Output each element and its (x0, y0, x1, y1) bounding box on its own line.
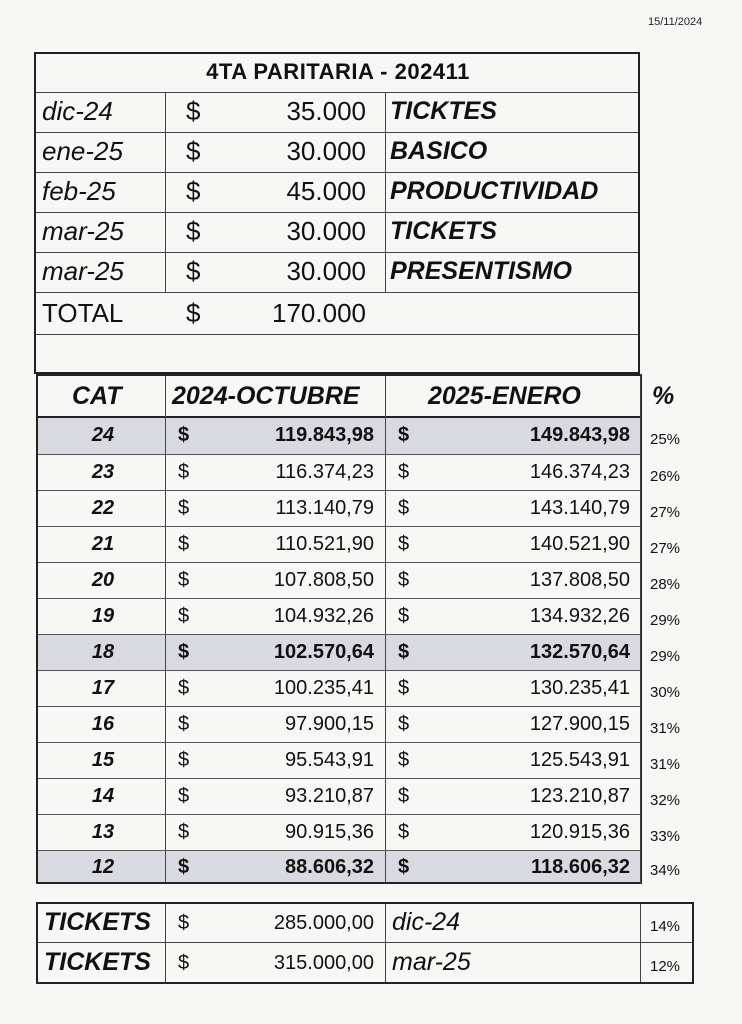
header-divider (38, 416, 640, 418)
currency-symbol: $ (398, 424, 410, 446)
ene-value: 127.900,15 (529, 713, 630, 735)
oct-value: 102.570,64 (273, 641, 374, 663)
row-line (38, 562, 640, 563)
tickets-label: TICKETS (44, 948, 151, 976)
percent-cell: 29% (650, 648, 681, 665)
currency-symbol: $ (178, 533, 190, 555)
row-line (38, 634, 640, 635)
oct-value: 119.843,98 (275, 424, 374, 446)
row-line (38, 526, 640, 527)
cat-cell: 17 (91, 677, 115, 699)
oct-value: 113.140,79 (275, 497, 374, 519)
oct-value: 110.521,90 (275, 533, 374, 555)
percent-cell: 31% (650, 720, 681, 737)
currency-symbol: $ (398, 713, 410, 735)
currency-symbol: $ (178, 605, 190, 627)
cat-cell: 23 (91, 461, 115, 483)
payment-concept: PRODUCTIVIDAD (390, 177, 599, 205)
ene-value: 123.210,87 (529, 785, 630, 807)
payment-amount: 45.000 (286, 176, 366, 206)
currency-symbol: $ (398, 605, 410, 627)
currency-symbol: $ (398, 785, 410, 807)
header-2024-octubre: 2024-OCTUBRE (172, 382, 360, 410)
title-divider (36, 92, 638, 93)
header-2025-enero: 2025-ENERO (428, 382, 581, 410)
row-divider (36, 172, 638, 173)
oct-value: 116.374,23 (275, 461, 374, 483)
percent-cell: 25% (650, 431, 681, 448)
ene-value: 132.570,64 (529, 641, 630, 663)
percent-cell: 34% (650, 862, 681, 879)
ene-value: 125.543,91 (529, 749, 630, 771)
header-percent: % (652, 382, 675, 410)
currency-symbol: $ (178, 641, 190, 663)
payment-month: dic-24 (42, 96, 113, 126)
percent-cell: 27% (650, 504, 681, 521)
currency-symbol: $ (186, 136, 201, 166)
tickets-amount: 285.000,00 (273, 912, 374, 934)
ene-value: 137.808,50 (529, 569, 630, 591)
currency-symbol: $ (186, 176, 201, 206)
ene-value: 143.140,79 (529, 497, 630, 519)
row-line (38, 742, 640, 743)
ene-value: 120.915,36 (529, 821, 630, 843)
row-line (38, 814, 640, 815)
percent-cell: 30% (650, 684, 681, 701)
currency-symbol: $ (398, 569, 410, 591)
total-label: TOTAL (42, 298, 124, 328)
currency-symbol: $ (398, 749, 410, 771)
payment-amount: 35.000 (286, 96, 366, 126)
currency-symbol: $ (398, 856, 410, 878)
currency-symbol: $ (178, 785, 190, 807)
payment-month: feb-25 (42, 176, 116, 206)
ene-value: 134.932,26 (529, 605, 630, 627)
row-line (38, 598, 640, 599)
percent-cell: 31% (650, 756, 681, 773)
currency-symbol: $ (178, 424, 190, 446)
payment-month: mar-25 (42, 216, 124, 246)
percent-cell: 33% (650, 828, 681, 845)
oct-value: 100.235,41 (273, 677, 374, 699)
row-divider (36, 292, 638, 293)
total-amount: 170.000 (272, 298, 366, 328)
col-line (385, 376, 386, 882)
payment-amount: 30.000 (286, 256, 366, 286)
cat-cell: 15 (91, 749, 115, 771)
currency-symbol: $ (178, 677, 190, 699)
currency-symbol: $ (178, 569, 190, 591)
currency-symbol: $ (178, 856, 190, 878)
payment-amount: 30.000 (286, 136, 366, 166)
currency-symbol: $ (178, 461, 190, 483)
row-divider (36, 132, 638, 133)
payment-concept: BASICO (390, 137, 488, 165)
currency-symbol: $ (178, 912, 190, 934)
cat-cell: 22 (91, 497, 115, 519)
row-line (38, 706, 640, 707)
oct-value: 104.932,26 (273, 605, 374, 627)
tickets-amount: 315.000,00 (273, 952, 374, 974)
tickets-row-line (38, 942, 692, 943)
tickets-label: TICKETS (44, 908, 151, 936)
currency-symbol: $ (398, 677, 410, 699)
percent-cell: 14% (650, 918, 681, 935)
header-cat: CAT (72, 382, 122, 410)
tickets-col-line (385, 904, 386, 982)
oct-value: 90.915,36 (285, 821, 374, 843)
currency-symbol: $ (186, 216, 201, 246)
oct-value: 88.606,32 (285, 856, 374, 878)
oct-value: 93.210,87 (285, 785, 374, 807)
currency-symbol: $ (178, 749, 190, 771)
row-line (38, 454, 640, 455)
row-divider (36, 212, 638, 213)
currency-symbol: $ (186, 256, 201, 286)
oct-value: 107.808,50 (273, 569, 374, 591)
currency-symbol: $ (186, 96, 201, 126)
cat-cell: 19 (91, 605, 115, 627)
cat-cell: 12 (91, 856, 115, 878)
currency-symbol: $ (398, 461, 410, 483)
currency-symbol: $ (178, 713, 190, 735)
percent-cell: 28% (650, 576, 681, 593)
percent-cell: 26% (650, 468, 681, 485)
row-line (38, 850, 640, 851)
tickets-month: mar-25 (392, 948, 471, 976)
currency-symbol: $ (186, 298, 201, 328)
col-line (640, 374, 641, 884)
col-divider-1 (165, 92, 166, 293)
currency-symbol: $ (398, 497, 410, 519)
row-line (38, 778, 640, 779)
payment-amount: 30.000 (286, 216, 366, 246)
payment-concept: PRESENTISMO (390, 257, 572, 285)
cat-cell: 18 (91, 641, 115, 663)
currency-symbol: $ (178, 821, 190, 843)
payment-month: mar-25 (42, 256, 124, 286)
row-divider (36, 334, 638, 335)
percent-cell: 32% (650, 792, 681, 809)
tickets-col-line (165, 904, 166, 982)
row-line (38, 670, 640, 671)
tickets-month: dic-24 (392, 908, 461, 936)
ene-value: 140.521,90 (529, 533, 630, 555)
percent-cell: 12% (650, 958, 681, 975)
currency-symbol: $ (178, 497, 190, 519)
ene-value: 118.606,32 (531, 856, 630, 878)
cat-cell: 14 (91, 785, 115, 807)
cat-cell: 13 (91, 821, 115, 843)
currency-symbol: $ (178, 952, 190, 974)
col-divider-2 (385, 92, 386, 293)
oct-value: 95.543,91 (285, 749, 374, 771)
ene-value: 149.843,98 (529, 424, 630, 446)
cat-cell: 24 (91, 424, 115, 446)
cat-cell: 20 (91, 569, 115, 591)
ene-value: 130.235,41 (529, 677, 630, 699)
document-title: 4TA PARITARIA - 202411 (206, 59, 470, 84)
date-stamp: 15/11/2024 (648, 16, 703, 28)
payment-concept: TICKTES (390, 97, 497, 125)
currency-symbol: $ (398, 533, 410, 555)
ene-value: 146.374,23 (529, 461, 630, 483)
percent-cell: 29% (650, 612, 681, 629)
payment-month: ene-25 (42, 136, 123, 166)
tickets-col-line (640, 904, 641, 982)
payment-concept: TICKETS (390, 217, 497, 245)
currency-symbol: $ (398, 821, 410, 843)
row-divider (36, 252, 638, 253)
row-line (38, 490, 640, 491)
currency-symbol: $ (398, 641, 410, 663)
cat-cell: 21 (91, 533, 115, 555)
percent-cell: 27% (650, 540, 681, 557)
cat-cell: 16 (91, 713, 115, 735)
oct-value: 97.900,15 (285, 713, 374, 735)
